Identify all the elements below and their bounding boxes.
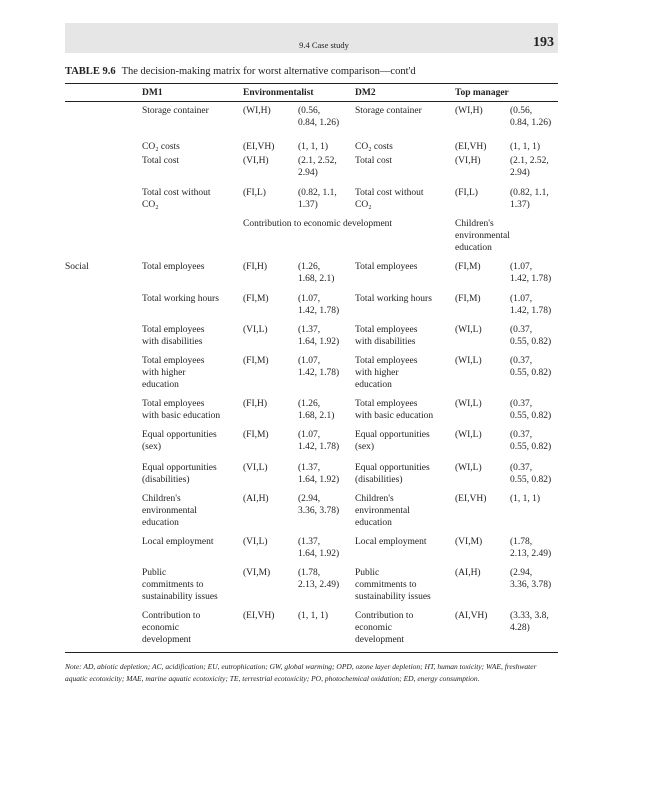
dm1-criterion-cell: Total working hours xyxy=(142,294,219,304)
dm1-criterion-cell: Total cost xyxy=(142,156,180,166)
dm1-value-cell: (0.82, 1.1, 1.37) xyxy=(298,188,337,210)
dm1-value-cell: (1.37, 1.64, 1.92) xyxy=(298,325,340,347)
running-head: 9.4 Case study xyxy=(299,40,349,50)
dm2-criterion-cell: Total employees with disabilities xyxy=(355,325,418,347)
dm2-rating-cell: (VI,M) xyxy=(455,537,483,547)
column-header-dm1: DM1 xyxy=(142,88,163,98)
dm2-criterion-cell: Equal opportunities (sex) xyxy=(355,430,430,452)
dm1-value-cell: (1.07, 1.42, 1.78) xyxy=(298,430,340,452)
dm2-rating-cell: (FI,L) xyxy=(455,188,478,198)
dm1-criterion-cell: CO₂ costs xyxy=(142,142,180,152)
dm2-value-cell: (0.37, 0.55, 0.82) xyxy=(510,463,552,485)
dm2-rating-cell: (EI,VH) xyxy=(455,142,487,152)
dm2-value-cell: (1.07, 1.42, 1.78) xyxy=(510,262,552,284)
dm2-criterion-cell: CO₂ costs xyxy=(355,142,393,152)
dm2-value-cell: (0.37, 0.55, 0.82) xyxy=(510,356,552,378)
dm1-criterion-cell: Local employment xyxy=(142,537,214,547)
table-title: The decision-making matrix for worst alternative comparison—cont'd xyxy=(121,66,416,77)
dm2-rating-cell: (WI,L) xyxy=(455,463,482,473)
dm2-rating-cell: (AI,H) xyxy=(455,568,481,578)
dm1-rating-cell: (FI,M) xyxy=(243,356,269,366)
dm2-criterion-cell: Children's environmental education xyxy=(355,494,410,528)
dm2-rating-cell: Children's environmental education xyxy=(455,219,510,253)
category-cell: Social xyxy=(65,262,89,272)
table-label: TABLE 9.6 xyxy=(65,66,116,77)
dm1-rating-cell: (EI,VH) xyxy=(243,611,275,621)
dm1-value-cell: (1.26, 1.68, 2.1) xyxy=(298,399,335,421)
dm1-rating-cell: (WI,H) xyxy=(243,106,271,116)
table-note: Note: AD, abiotic depletion; AC, acidification; EU, eutrophication; GW, global warming; OPD, ozone layer depletion; HT, human toxicity; WAE, freshwater aquatic ecotoxicity; MAE, marine aquatic ecotoxicity; TE, terrestrial ecotoxicity; PO, photochemical oxidation; ED, energy consumption. xyxy=(65,662,537,683)
dm2-value-cell: (1.78, 2.13, 2.49) xyxy=(510,537,552,559)
dm1-rating-cell: (EI,VH) xyxy=(243,142,275,152)
dm1-criterion-cell: Total cost without CO₂ xyxy=(142,188,211,210)
column-header-top-manager: Top manager xyxy=(455,88,509,98)
dm2-criterion-cell: Total employees with basic education xyxy=(355,399,434,421)
table-bottom-rule xyxy=(65,652,558,653)
dm2-criterion-cell: Storage container xyxy=(355,106,422,116)
dm1-criterion-cell: Total employees with disabilities xyxy=(142,325,205,347)
dm2-value-cell: (2.94, 3.36, 3.78) xyxy=(510,568,552,590)
dm1-value-cell: (2.1, 2.52, 2.94) xyxy=(298,156,337,178)
page-number: 193 xyxy=(533,35,554,50)
dm1-criterion-cell: Total employees with basic education xyxy=(142,399,221,421)
dm2-criterion-cell: Local employment xyxy=(355,537,427,547)
dm2-value-cell: (0.37, 0.55, 0.82) xyxy=(510,325,552,347)
dm1-rating-cell: (FI,H) xyxy=(243,399,268,409)
dm1-criterion-cell: Total employees xyxy=(142,262,205,272)
dm1-rating-cell: (VI,L) xyxy=(243,463,268,473)
dm2-value-cell: (0.37, 0.55, 0.82) xyxy=(510,430,552,452)
dm1-rating-cell: (FI,M) xyxy=(243,430,269,440)
dm1-criterion-cell: Children's environmental education xyxy=(142,494,197,528)
dm1-value-cell: (1.37, 1.64, 1.92) xyxy=(298,463,340,485)
dm1-criterion-cell: Total employees with higher education xyxy=(142,356,205,390)
dm1-criterion-cell: Public commitments to sustainability issues xyxy=(142,568,218,602)
dm1-rating-cell: (VI,M) xyxy=(243,568,271,578)
dm1-value-cell: (1.07, 1.42, 1.78) xyxy=(298,356,340,378)
dm2-rating-cell: (FI,M) xyxy=(455,294,481,304)
dm1-criterion-cell: Equal opportunities (sex) xyxy=(142,430,217,452)
dm2-value-cell: (3.33, 3.8, 4.28) xyxy=(510,611,549,633)
dm1-value-cell: (2.94, 3.36, 3.78) xyxy=(298,494,340,516)
dm1-rating-cell: (VI,H) xyxy=(243,156,269,166)
dm1-value-cell: (1.26, 1.68, 2.1) xyxy=(298,262,335,284)
dm1-criterion-cell: Equal opportunities (disabilities) xyxy=(142,463,217,485)
dm1-value-cell: (1, 1, 1) xyxy=(298,611,329,621)
dm1-rating-cell: (FI,H) xyxy=(243,262,268,272)
dm2-rating-cell: (WI,L) xyxy=(455,430,482,440)
dm1-value-cell: (1, 1, 1) xyxy=(298,142,329,152)
dm1-rating-cell: Contribution to economic development xyxy=(243,219,393,229)
dm2-criterion-cell: Total employees xyxy=(355,262,418,272)
column-header-dm2: DM2 xyxy=(355,88,376,98)
dm2-rating-cell: (AI,VH) xyxy=(455,611,488,621)
dm2-criterion-cell: Total employees with higher education xyxy=(355,356,418,390)
dm1-rating-cell: (FI,L) xyxy=(243,188,266,198)
dm1-rating-cell: (VI,L) xyxy=(243,537,268,547)
dm1-criterion-cell: Storage container xyxy=(142,106,209,116)
dm1-value-cell: (1.07, 1.42, 1.78) xyxy=(298,294,340,316)
dm1-value-cell: (1.78, 2.13, 2.49) xyxy=(298,568,340,590)
dm2-value-cell: (1, 1, 1) xyxy=(510,142,541,152)
dm2-rating-cell: (VI,H) xyxy=(455,156,481,166)
dm1-value-cell: (0.56, 0.84, 1.26) xyxy=(298,106,340,128)
dm2-rating-cell: (EI,VH) xyxy=(455,494,487,504)
dm1-value-cell: (1.37, 1.64, 1.92) xyxy=(298,537,340,559)
dm2-value-cell: (1.07, 1.42, 1.78) xyxy=(510,294,552,316)
dm2-rating-cell: (WI,L) xyxy=(455,325,482,335)
dm2-value-cell: (2.1, 2.52, 2.94) xyxy=(510,156,549,178)
table-header-rule xyxy=(65,101,558,102)
dm1-rating-cell: (FI,M) xyxy=(243,294,269,304)
dm2-value-cell: (0.56, 0.84, 1.26) xyxy=(510,106,552,128)
dm1-rating-cell: (VI,L) xyxy=(243,325,268,335)
table-caption xyxy=(65,66,416,77)
dm1-rating-cell: (AI,H) xyxy=(243,494,269,504)
dm2-criterion-cell: Public commitments to sustainability issues xyxy=(355,568,431,602)
dm2-value-cell: (0.37, 0.55, 0.82) xyxy=(510,399,552,421)
dm2-rating-cell: (FI,M) xyxy=(455,262,481,272)
dm2-rating-cell: (WI,L) xyxy=(455,399,482,409)
dm2-criterion-cell: Total cost xyxy=(355,156,393,166)
column-header-environmentalist: Environmentalist xyxy=(243,88,314,98)
dm2-value-cell: (0.82, 1.1, 1.37) xyxy=(510,188,549,210)
dm2-rating-cell: (WI,L) xyxy=(455,356,482,366)
dm2-criterion-cell: Equal opportunities (disabilities) xyxy=(355,463,430,485)
table-top-rule xyxy=(65,83,558,84)
dm1-criterion-cell: Contribution to economic development xyxy=(142,611,201,645)
dm2-value-cell: (1, 1, 1) xyxy=(510,494,541,504)
dm2-criterion-cell: Contribution to economic development xyxy=(355,611,414,645)
dm2-rating-cell: (WI,H) xyxy=(455,106,483,116)
dm2-criterion-cell: Total working hours xyxy=(355,294,432,304)
dm2-criterion-cell: Total cost without CO₂ xyxy=(355,188,424,210)
